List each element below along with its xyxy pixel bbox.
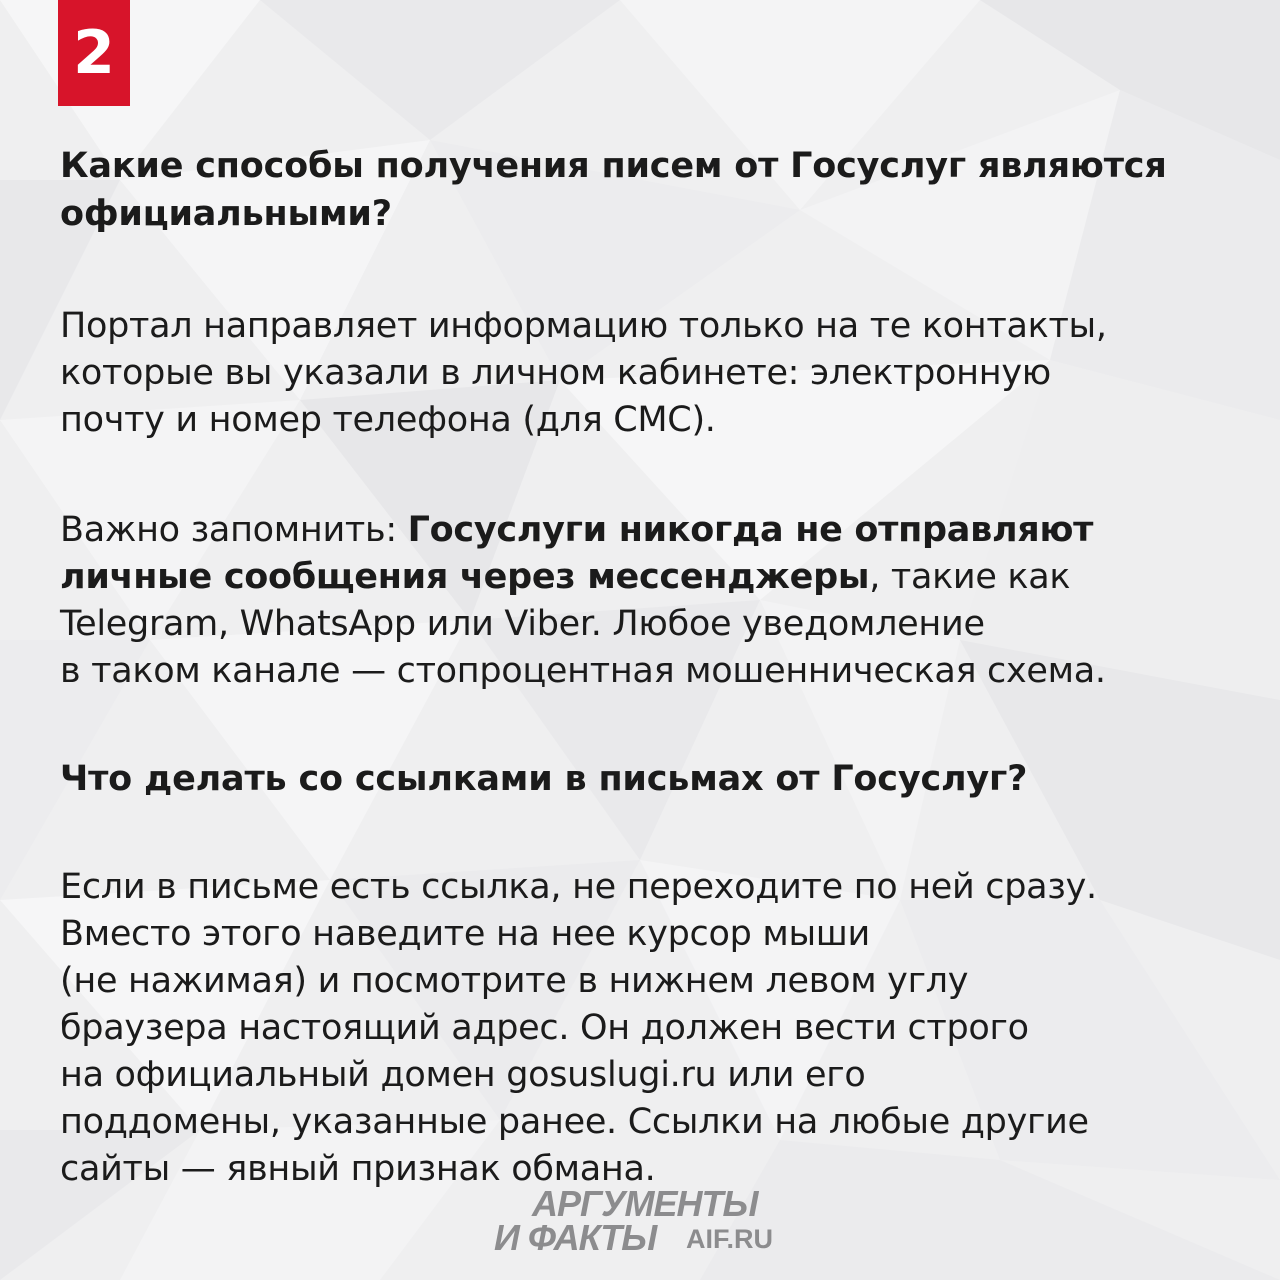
paragraph-line: (не нажимая) и посмотрите в нижнем левом углу	[60, 961, 969, 1001]
section1-heading-line: Какие способы получения писем от Госуслуг являются	[60, 146, 1167, 186]
paragraph-line: сайты — явный признак обмана.	[60, 1149, 656, 1189]
logo-site: AIF.RU	[686, 1224, 773, 1254]
important-note-paragraph	[60, 507, 1230, 695]
paragraph-line: поддомены, указанные ранее. Ссылки на любые другие	[60, 1102, 1089, 1142]
aif-logo	[490, 1183, 820, 1258]
section1-heading	[60, 142, 1230, 238]
paragraph-line: на официальный домен gosuslugi.ru или его	[60, 1055, 866, 1095]
paragraph-line: Вместо этого наведите на нее курсор мыши	[60, 914, 870, 954]
logo-line2: И ФАКТЫ	[494, 1217, 657, 1258]
paragraph-line: Если в письме есть ссылка, не переходите по ней сразу.	[60, 867, 1097, 907]
paragraph-line: Telegram, WhatsApp или Viber. Любое уведомление	[60, 604, 985, 644]
paragraph-line: которые вы указали в личном кабинете: электронную	[60, 353, 1051, 393]
paragraph-line: почту и номер телефона (для СМС).	[60, 400, 716, 440]
section2-heading: Что делать со ссылками в письмах от Госуслуг?	[60, 759, 1028, 799]
logo-line1: АРГУМЕНТЫ	[532, 1183, 758, 1224]
paragraph-line: Портал направляет информацию только на те контакты,	[60, 306, 1107, 346]
important-bold-text: личные сообщения через мессенджеры	[60, 557, 870, 597]
section1-heading-line: официальными?	[60, 194, 392, 234]
article-body	[60, 142, 1230, 1193]
links-advice-paragraph	[60, 864, 1230, 1193]
paragraph-line: в таком канале — стопроцентная мошенническая схема.	[60, 651, 1106, 691]
paragraph-line: браузера настоящий адрес. Он должен вести строго	[60, 1008, 1029, 1048]
important-prefix: Важно запомнить:	[60, 510, 408, 550]
official-contacts-paragraph	[60, 303, 1230, 444]
paragraph-text: , такие как	[869, 557, 1071, 597]
important-bold-text: Госуслуги никогда не отправляют	[407, 510, 1094, 550]
slide-number-badge: 2	[58, 0, 130, 106]
